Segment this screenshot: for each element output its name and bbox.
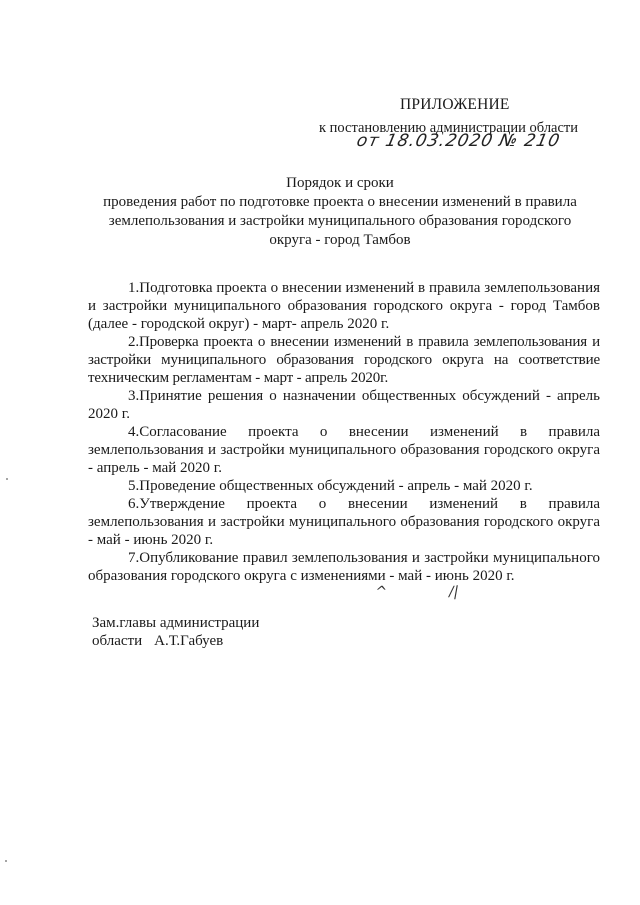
signature-position: Зам.главы администрации xyxy=(92,615,260,631)
list-item: 3.Принятие решения о назначении общественных обсуждений - апрель 2020 г. xyxy=(88,388,600,422)
signature-name: А.Т.Габуев xyxy=(154,633,224,649)
list-item: 6.Утверждение проекта о внесении изменений в правила землепользования и застройки муниципального образования городского округа - май - июнь 2020 г. xyxy=(88,496,600,548)
signature-org: области xyxy=(92,633,143,649)
document-title-line2: проведения работ по подготовке проекта о внесении изменений в правила землепользования и застройки муниципального образования городского округа - город Тамбов xyxy=(103,194,577,248)
scan-dot xyxy=(5,860,7,862)
signature-line2 xyxy=(92,632,259,650)
handwritten-date-number: от 18.03.2020 № 210 xyxy=(354,131,563,151)
items-list xyxy=(88,279,600,585)
list-item: 1.Подготовка проекта о внесении изменений в правила землепользования и застройки муниципального образования городского округа - город Тамбов (далее - городской округ) - март- апрель 2020 г. xyxy=(88,280,600,332)
list-item: 7.Опубликование правил землепользования и застройки муниципального образования городского округа с изменениями - май - июнь 2020 г. xyxy=(88,550,600,584)
document-title-line1: Порядок и сроки xyxy=(286,175,394,191)
pen-mark: /| xyxy=(447,584,460,600)
list-item: 2.Проверка проекта о внесении изменений в правила землепользования и застройки муниципального образования городского округа на соответствие техническим регламентам - март - апрель 2020г. xyxy=(88,334,600,386)
list-item: 4.Согласование проекта о внесении изменений в правила землепользования и застройки муниципального образования городского округа - апрель - май 2020 г. xyxy=(88,424,600,476)
list-item: 5.Проведение общественных обсуждений - апрель - май 2020 г. xyxy=(128,478,533,494)
appendix-title: ПРИЛОЖЕНИЕ xyxy=(400,96,510,113)
pen-mark: ^ xyxy=(373,584,389,600)
pen-marks xyxy=(375,584,520,600)
document-title xyxy=(90,174,590,250)
signature-block xyxy=(92,614,259,650)
scan-dot xyxy=(6,478,8,480)
appendix-subtitle: к постановлению администрации области xyxy=(319,120,579,136)
